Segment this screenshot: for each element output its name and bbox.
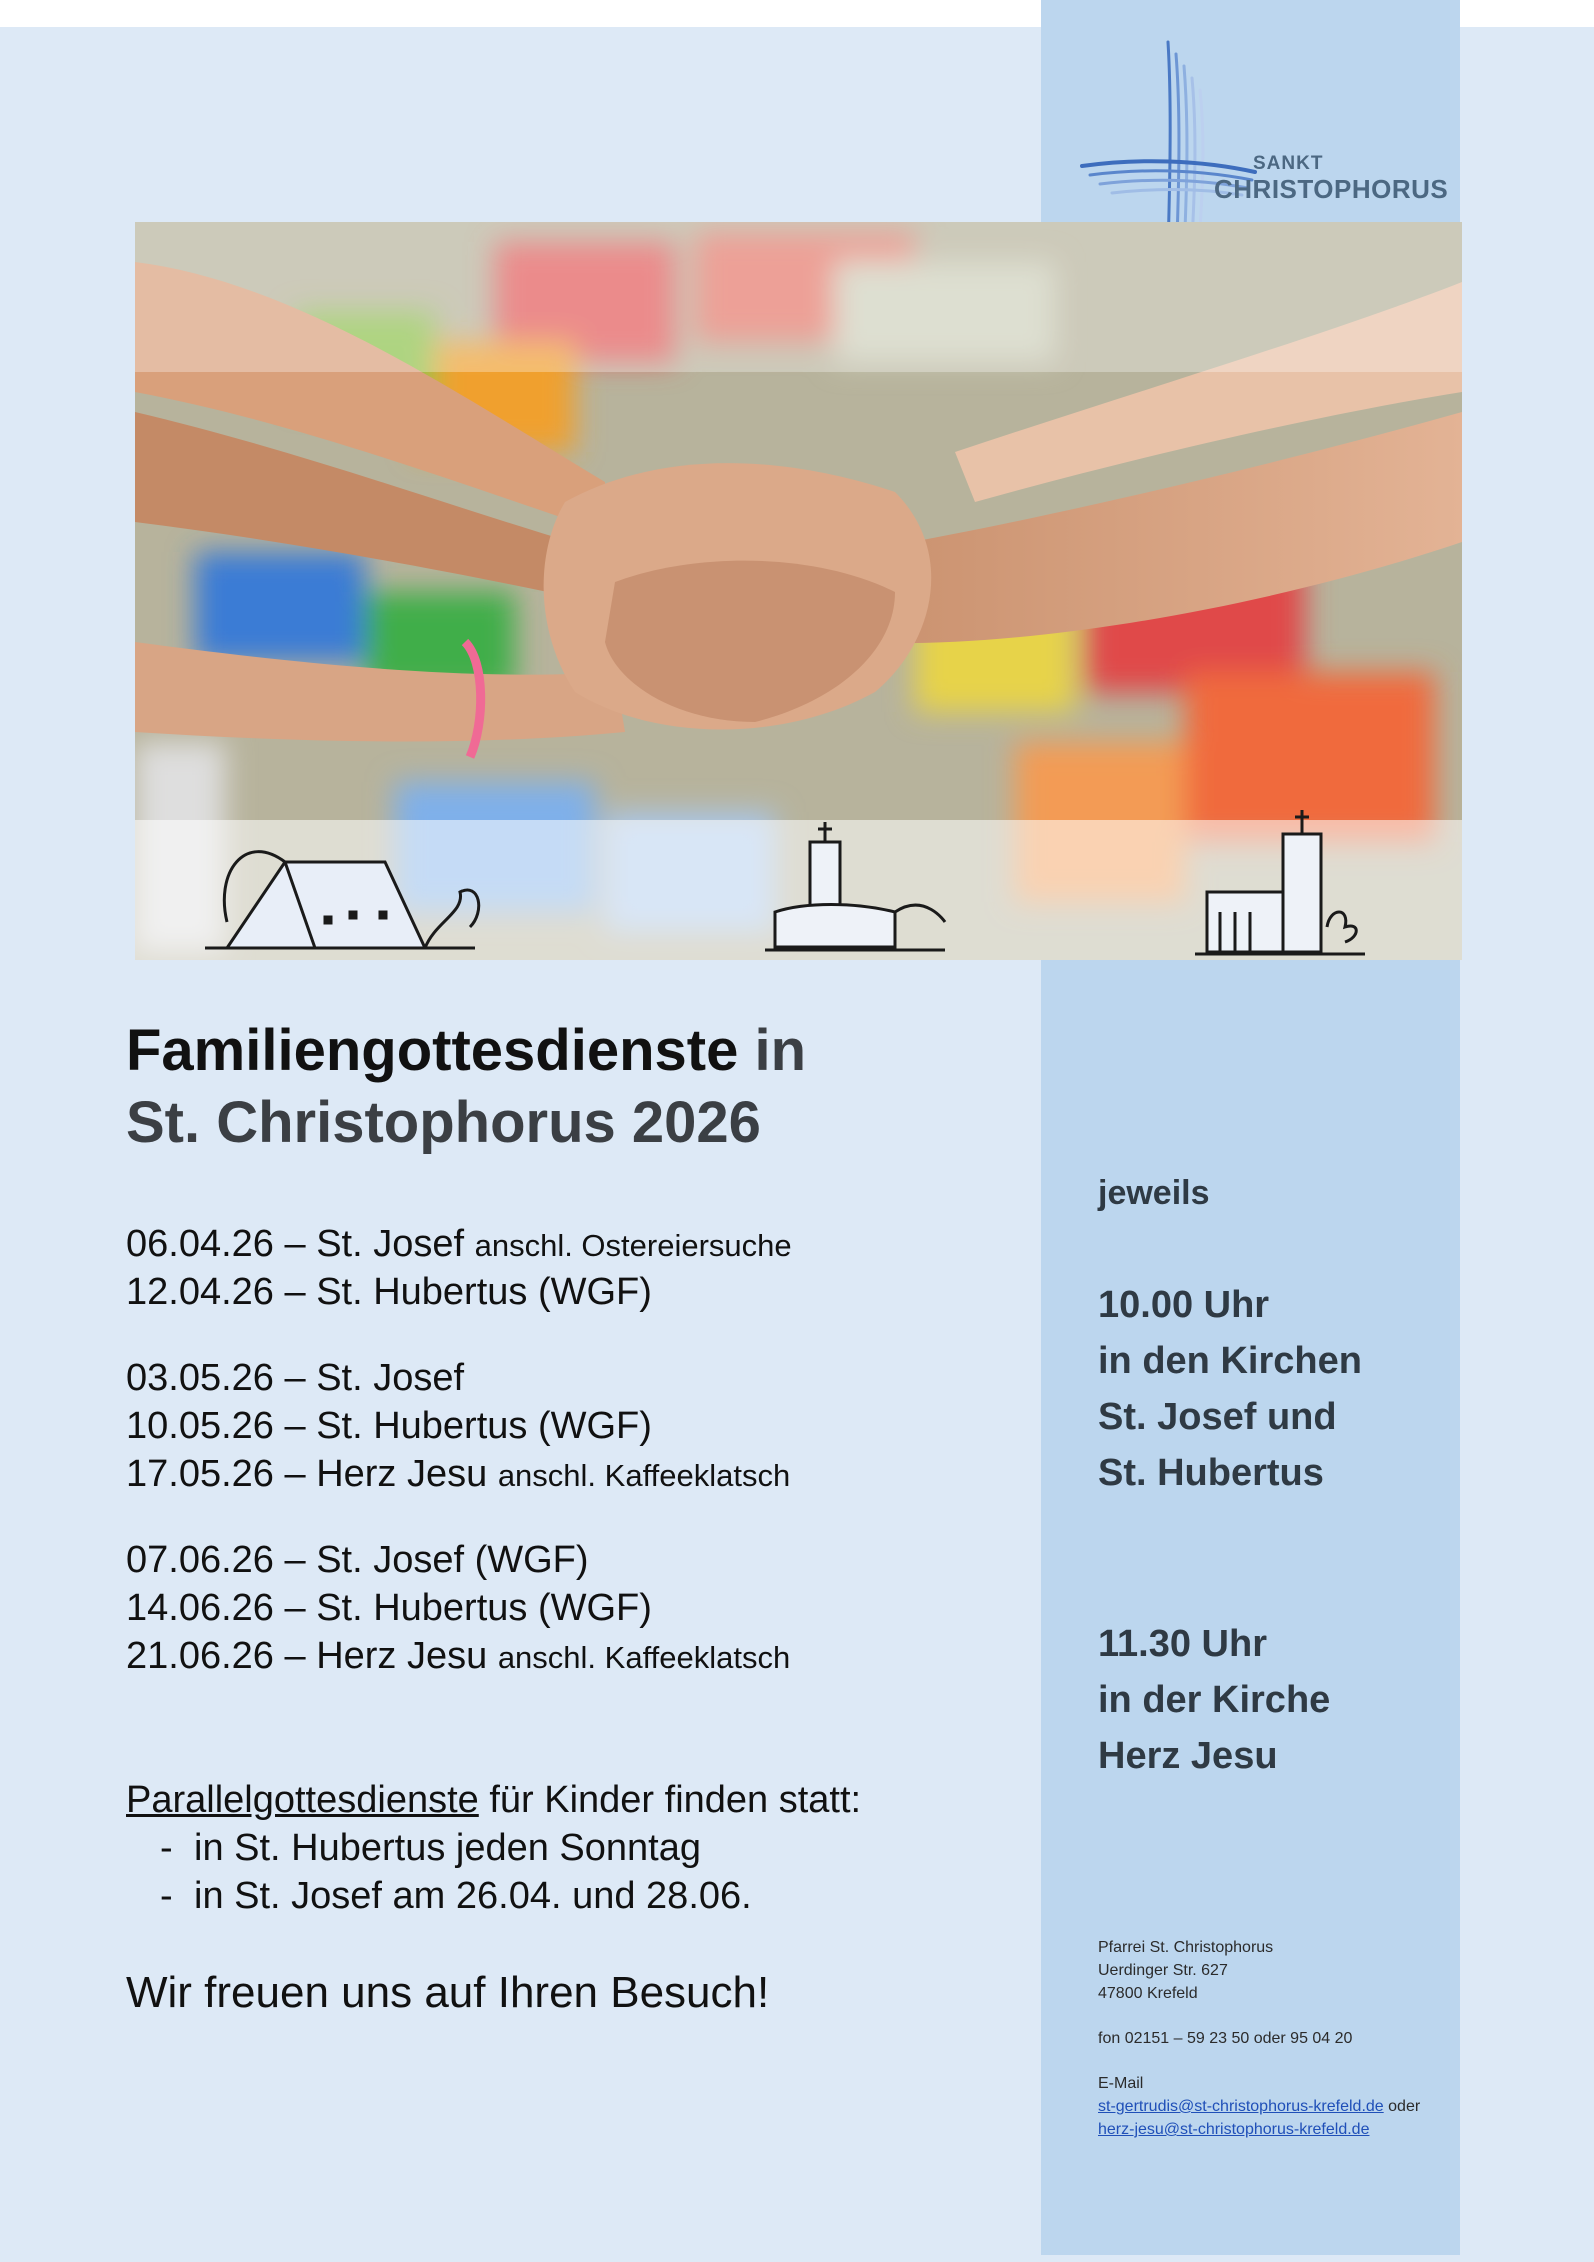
bullet-marker: - <box>160 1875 173 1917</box>
schedule-row <box>126 1268 792 1316</box>
schedule-note: anschl. Kaffeeklatsch <box>497 1458 791 1493</box>
parallel-services <box>126 1776 861 1920</box>
sidebar-line: in den Kirchen <box>1098 1340 1362 1382</box>
schedule-list <box>126 1220 792 1718</box>
schedule-place: St. Josef <box>316 1223 465 1265</box>
schedule-date: 17.05.26 <box>126 1453 274 1495</box>
logo-word-christophorus: CHRISTOPHORUS <box>1214 174 1449 204</box>
list-item <box>126 1824 861 1872</box>
right-margin <box>1460 27 1594 2262</box>
schedule-date: 10.05.26 <box>126 1405 274 1447</box>
sidebar-line: St. Hubertus <box>1098 1452 1324 1494</box>
schedule-note: anschl. Kaffeeklatsch <box>497 1640 791 1675</box>
schedule-row <box>126 1450 792 1498</box>
contact-address-line: 47800 Krefeld <box>1098 1985 1198 2002</box>
schedule-row <box>126 1354 792 1402</box>
list-item-text: in St. Hubertus jeden Sonntag <box>194 1827 702 1869</box>
schedule-row <box>126 1402 792 1450</box>
bullet-marker: - <box>160 1827 173 1869</box>
schedule-place: Herz Jesu <box>316 1453 488 1495</box>
parallel-intro-rest: für Kinder finden statt: <box>489 1779 862 1821</box>
list-item-text: in St. Josef am 26.04. und 28.06. <box>194 1875 752 1917</box>
schedule-date: 03.05.26 <box>126 1357 274 1399</box>
schedule-dash: – <box>284 1357 306 1399</box>
schedule-place: St. Hubertus (WGF) <box>316 1405 652 1447</box>
logo-word-sankt: SANKT <box>1253 153 1324 174</box>
schedule-row <box>126 1220 792 1268</box>
schedule-dash: – <box>284 1587 306 1629</box>
schedule-place: St. Josef (WGF) <box>316 1539 589 1581</box>
contact-address-line: Pfarrei St. Christophorus <box>1098 1939 1274 1956</box>
schedule-group-may <box>126 1354 792 1498</box>
parallel-intro-underlined: Parallelgottesdienste <box>126 1779 479 1821</box>
schedule-date: 06.04.26 <box>126 1223 274 1265</box>
schedule-dash: – <box>284 1539 306 1581</box>
sidebar-line: in der Kirche <box>1098 1679 1331 1721</box>
schedule-note: anschl. Ostereiersuche <box>474 1228 792 1263</box>
sidebar-line: Herz Jesu <box>1098 1735 1278 1777</box>
schedule-group-june <box>126 1536 792 1680</box>
contact-block <box>1098 1936 1420 2141</box>
page-title <box>126 1015 806 1159</box>
email-link-herz-jesu[interactable]: herz-jesu@st-christophorus-krefeld.de <box>1098 2121 1370 2138</box>
schedule-dash: – <box>284 1635 306 1677</box>
contact-phone: fon 02151 – 59 23 50 oder 95 04 20 <box>1098 2030 1353 2047</box>
schedule-group-april <box>126 1220 792 1316</box>
schedule-date: 21.06.26 <box>126 1635 274 1677</box>
sidebar-time: 11.30 Uhr <box>1098 1623 1267 1665</box>
welcome-text: Wir freuen uns auf Ihren Besuch! <box>126 1968 770 2017</box>
schedule-dash: – <box>284 1453 306 1495</box>
sidebar-time-block-1 <box>1098 1277 1362 1501</box>
sidebar-time-block-2 <box>1098 1616 1330 1784</box>
schedule-row <box>126 1584 792 1632</box>
schedule-place: Herz Jesu <box>316 1635 488 1677</box>
schedule-date: 14.06.26 <box>126 1587 274 1629</box>
title-line1-bold: Familiengottesdienste <box>126 1018 739 1083</box>
schedule-dash: – <box>284 1405 306 1447</box>
title-line2: St. Christophorus 2026 <box>126 1090 761 1155</box>
contact-address-line: Uerdinger Str. 627 <box>1098 1962 1228 1979</box>
parallel-intro <box>126 1776 861 1824</box>
list-item <box>126 1872 861 1920</box>
schedule-place: St. Hubertus (WGF) <box>316 1271 652 1313</box>
schedule-dash: – <box>284 1271 306 1313</box>
contact-email-join: oder <box>1388 2098 1421 2115</box>
schedule-row <box>126 1632 792 1680</box>
schedule-date: 07.06.26 <box>126 1539 274 1581</box>
schedule-row <box>126 1536 792 1584</box>
schedule-place: St. Hubertus (WGF) <box>316 1587 652 1629</box>
sidebar-time: 10.00 Uhr <box>1098 1284 1270 1326</box>
sidebar-jeweils: jeweils <box>1098 1174 1210 1212</box>
title-line1-rest: in <box>754 1018 807 1083</box>
email-link-gertrudis[interactable]: st-gertrudis@st-christophorus-krefeld.de <box>1098 2098 1384 2115</box>
schedule-place: St. Josef <box>316 1357 465 1399</box>
schedule-date: 12.04.26 <box>126 1271 274 1313</box>
contact-email-label: E-Mail <box>1098 2075 1144 2092</box>
hands-photo <box>135 222 1462 960</box>
schedule-dash: – <box>284 1223 306 1265</box>
sidebar-line: St. Josef und <box>1098 1396 1337 1438</box>
